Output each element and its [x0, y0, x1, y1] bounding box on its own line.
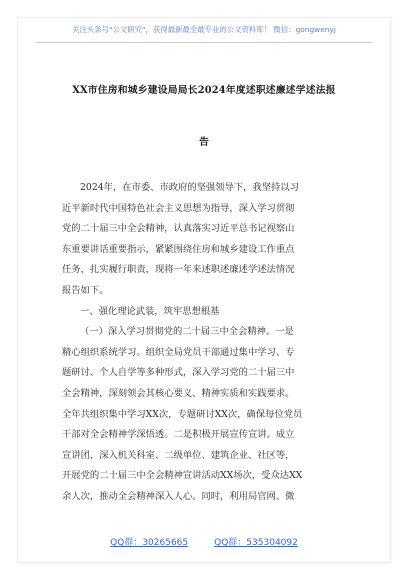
- body-line: 近平新时代中国特色社会主义思想为指导，深入学习贯彻: [62, 202, 295, 214]
- document-body: [62, 178, 362, 508]
- body-line: 开展党的二十届三中全会精神宣讲活动XX场次，受众达XX: [62, 470, 303, 482]
- qq-group-link-2[interactable]: QQ群：535304092: [214, 538, 298, 548]
- header-note: 关注头条号"公文研究"，获得最新最全最专业的公文资料库！ 微信：gongwenyj: [72, 25, 336, 34]
- body-line: 任务，扎实履行职责，现将一年来述职述廉述学述法情况: [62, 264, 295, 276]
- body-line: 报告如下。: [62, 284, 109, 296]
- body-line: 余人次，推动全会精神深入人心。同时，利用局官网、微: [62, 490, 295, 502]
- document-title: XX市住房和城乡建设局局长2024年度述职述廉述学述法报: [72, 85, 336, 96]
- section-heading: 一、强化理论武装，筑牢思想根基: [80, 305, 220, 317]
- header-divider: [36, 42, 372, 43]
- body-line: 精心组织系统学习。组织全局党员干部通过集中学习、专: [62, 346, 295, 358]
- body-line: 全年共组织集中学习XX次，专题研讨XX次，确保每位党员: [62, 408, 303, 420]
- footer-qq-groups: [18, 535, 390, 548]
- body-line: （一）深入学习贯彻党的二十届三中全会精神。一是: [80, 326, 294, 338]
- document-title-continued: 告: [199, 137, 209, 148]
- body-line: 全会精神，深刻领会其核心要义、精神实质和实践要求。: [62, 387, 295, 399]
- body-line: 题研讨、个人自学等多种形式，深入学习党的二十届三中: [62, 367, 295, 379]
- body-line: 2024年，在市委、市政府的坚强领导下，我坚持以习: [80, 182, 299, 193]
- body-line: 宣讲团，深入机关科室、二级单位、建筑企业、社区等，: [62, 449, 295, 461]
- body-line: 党的二十届三中全会精神，认真落实习近平总书记视察山: [62, 223, 295, 235]
- document-page: [18, 18, 390, 562]
- body-line: 东重要讲话重要指示，紧紧围绕住房和城乡建设工作重点: [62, 243, 295, 255]
- qq-group-link-1[interactable]: QQ群：30265665: [110, 538, 189, 548]
- body-line: 干部对全会精神学深悟透。二是积极开展宣传宣讲。成立: [62, 429, 295, 441]
